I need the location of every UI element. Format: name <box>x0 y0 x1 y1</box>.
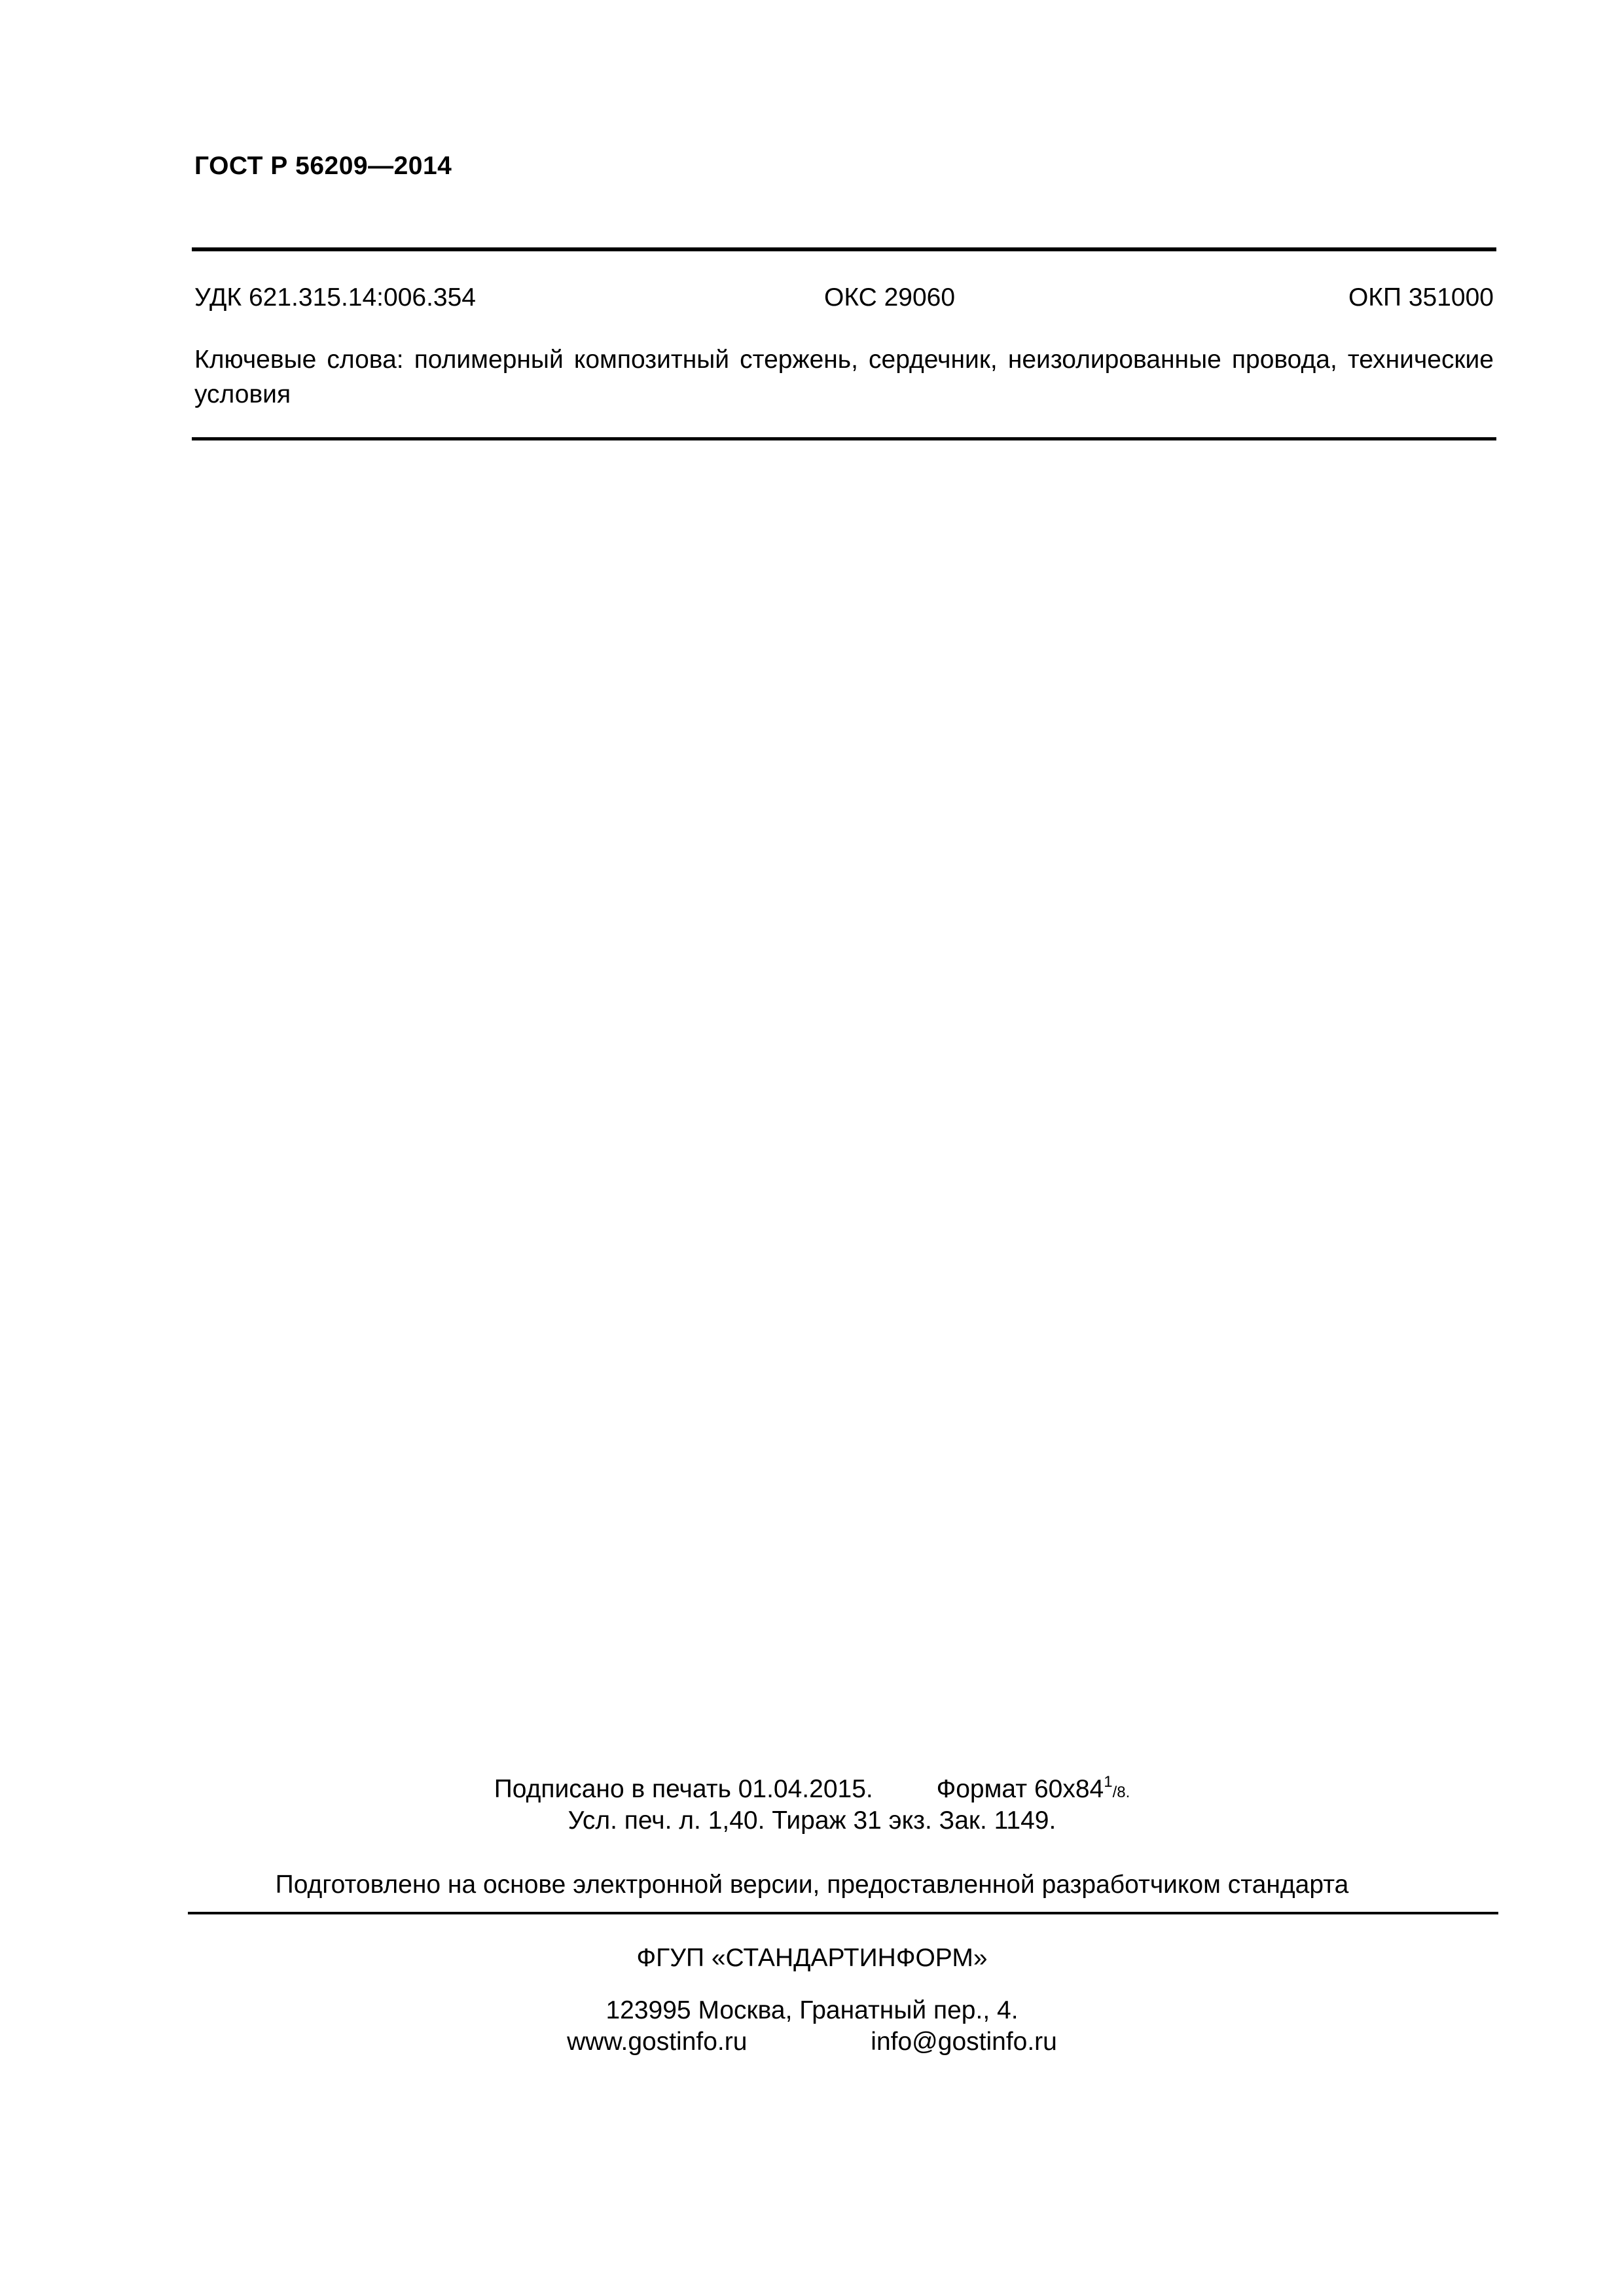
format-prefix: Формат 60x84 <box>936 1775 1104 1803</box>
imprint-line-1 <box>0 1775 1624 1804</box>
signed-date: Подписано в печать 01.04.2015. <box>494 1775 873 1803</box>
keywords-paragraph: Ключевые слова: полимерный композитный стержень, сердечник, неизолированные провода, технические условия <box>194 346 1494 408</box>
website-link[interactable]: www.gostinfo.ru <box>567 2028 748 2056</box>
publisher-name: ФГУП «СТАНДАРТИНФОРМ» <box>636 1944 988 1972</box>
oks-code: ОКС 29060 <box>824 283 956 312</box>
paper-format <box>937 1775 1130 1804</box>
udk-code: УДК 621.315.14:006.354 <box>194 283 476 312</box>
classification-row <box>194 283 1494 319</box>
publisher-rule <box>188 1912 1498 1914</box>
publisher-address: 123995 Москва, Гранатный пер., 4. <box>605 1996 1019 2024</box>
format-numerator: 1 <box>1104 1773 1113 1791</box>
prepared-note: Подготовлено на основе электронной версии, предоставленной разработчиком стандарта <box>275 1871 1349 1899</box>
top-rule <box>192 247 1496 251</box>
keywords-rule <box>192 437 1496 440</box>
format-denominator: /8. <box>1112 1784 1130 1801</box>
document-id: ГОСТ Р 56209—2014 <box>194 152 452 180</box>
okp-code: ОКП 351000 <box>1348 283 1494 312</box>
imprint-line-2: Усл. печ. л. 1,40. Тираж 31 экз. Зак. 1149. <box>568 1806 1056 1835</box>
publisher-contacts <box>0 2028 1624 2056</box>
email-link[interactable]: info@gostinfo.ru <box>871 2028 1057 2056</box>
